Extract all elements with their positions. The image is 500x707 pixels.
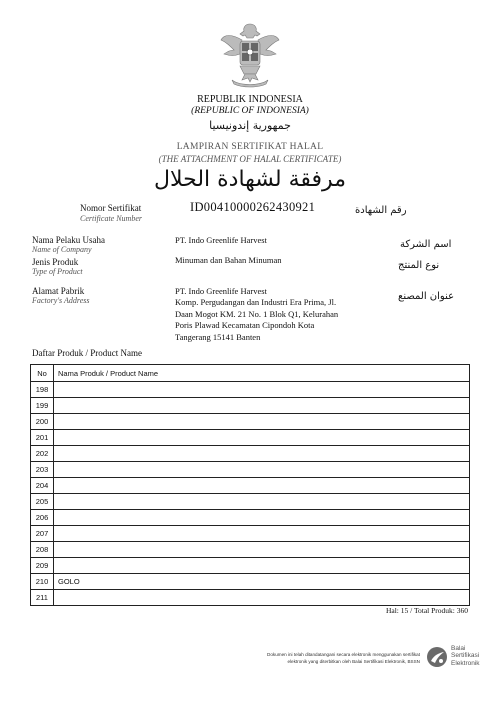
product-type-value: Minuman dan Bahan Minuman [175, 255, 282, 265]
row-name [54, 494, 470, 510]
table-row [31, 590, 470, 606]
row-no: 210 [31, 574, 54, 590]
factory-address-line: PT. Indo Greenlife Harvest [175, 286, 267, 296]
row-no: 206 [31, 510, 54, 526]
footer-note [235, 651, 420, 665]
row-name [54, 558, 470, 574]
product-type-label: Jenis Produk [32, 257, 79, 267]
row-no: 202 [31, 446, 54, 462]
product-type-label-ar: نوع المنتج [398, 260, 440, 271]
bsre-logo-icon [426, 646, 448, 668]
factory-address-label-ar: عنوان المصنع [398, 291, 455, 302]
table-row [31, 462, 470, 478]
table-row [31, 414, 470, 430]
product-list-title: Daftar Produk / Product Name [32, 348, 142, 358]
table-row [31, 446, 470, 462]
row-no: 209 [31, 558, 54, 574]
row-no: 203 [31, 462, 54, 478]
product-type-label-en: Type of Product [32, 267, 83, 276]
table-row [31, 526, 470, 542]
bsre-logo-text-line: Elektronik [451, 659, 480, 667]
row-name [54, 510, 470, 526]
table-row [31, 478, 470, 494]
col-no-header: No [31, 365, 54, 382]
attachment-title: LAMPIRAN SERTIFIKAT HALAL [176, 142, 324, 152]
table-row [31, 510, 470, 526]
table-row [31, 430, 470, 446]
certificate-number-label-ar: رقم الشهادة [355, 205, 407, 216]
attachment-title-en: (THE ATTACHMENT OF HALAL CERTIFICATE) [158, 154, 342, 164]
row-name [54, 414, 470, 430]
table-row [31, 398, 470, 414]
factory-address-value [175, 286, 338, 343]
row-name [54, 526, 470, 542]
table-row [31, 558, 470, 574]
company-name-label-ar: اسم الشركة [400, 239, 452, 250]
row-no: 200 [31, 414, 54, 430]
factory-address-line: Tangerang 15141 Banten [175, 331, 261, 342]
footer-note-line: elektronik yang diterbitkan oleh Balai Sertifikasi Elektronik, BSSN [287, 659, 420, 664]
bsre-logo-text-line: Balai [451, 645, 466, 652]
company-name-label: Nama Pelaku Usaha [32, 235, 105, 245]
factory-address-line: Poris Plawad Kecamatan Cipondoh Kota [175, 320, 315, 331]
attachment-title-ar: مرفقة لشهادة الحلال [154, 167, 346, 192]
table-row [31, 382, 470, 398]
factory-address-label-en: Factory's Address [32, 296, 90, 305]
bsre-logo-text [451, 645, 480, 667]
row-name [54, 478, 470, 494]
row-name [54, 462, 470, 478]
factory-address-line: Komp. Pergudangan dan Industri Era Prima, Jl. [175, 297, 337, 308]
table-row [31, 542, 470, 558]
row-no: 204 [31, 478, 54, 494]
product-table [30, 364, 470, 606]
country-name-ar: جمهورية إندونيسيا [209, 119, 291, 132]
country-name: REPUBLIK INDONESIA [197, 94, 303, 105]
factory-address-line: Daan Mogot KM. 21 No. 1 Blok Q1, Kelurahan [175, 308, 339, 319]
country-name-en: (REPUBLIC OF INDONESIA) [191, 106, 309, 116]
certificate-number-label: Nomor Sertifikat [80, 203, 142, 213]
row-name [54, 382, 470, 398]
company-name-value: PT. Indo Greenlife Harvest [175, 235, 267, 245]
garuda-emblem-icon [218, 20, 282, 90]
table-header-row [31, 365, 470, 382]
row-no: 207 [31, 526, 54, 542]
row-no: 201 [31, 430, 54, 446]
certificate-number-label-en: Certificate Number [80, 214, 142, 223]
row-name: GOLO [54, 574, 470, 590]
footer-note-line: Dokumen ini telah ditandatangani secara elektronik menggunakan sertifikat [267, 652, 420, 657]
row-name [54, 542, 470, 558]
col-name-header: Nama Produk / Product Name [54, 365, 470, 382]
company-name-label-en: Name of Company [32, 245, 92, 254]
row-no: 198 [31, 382, 54, 398]
row-name [54, 590, 470, 606]
table-row [31, 494, 470, 510]
row-no: 211 [31, 590, 54, 606]
certificate-number-value: ID00410000262430921 [190, 200, 316, 214]
bsre-logo-text-line: Sertifikasi [451, 652, 480, 660]
row-no: 208 [31, 542, 54, 558]
row-no: 199 [31, 398, 54, 414]
row-name [54, 430, 470, 446]
table-row [31, 574, 470, 590]
factory-address-label: Alamat Pabrik [32, 286, 85, 296]
row-name [54, 398, 470, 414]
row-no: 205 [31, 494, 54, 510]
row-name [54, 446, 470, 462]
page-info: Hal: 15 / Total Produk: 360 [385, 606, 468, 615]
